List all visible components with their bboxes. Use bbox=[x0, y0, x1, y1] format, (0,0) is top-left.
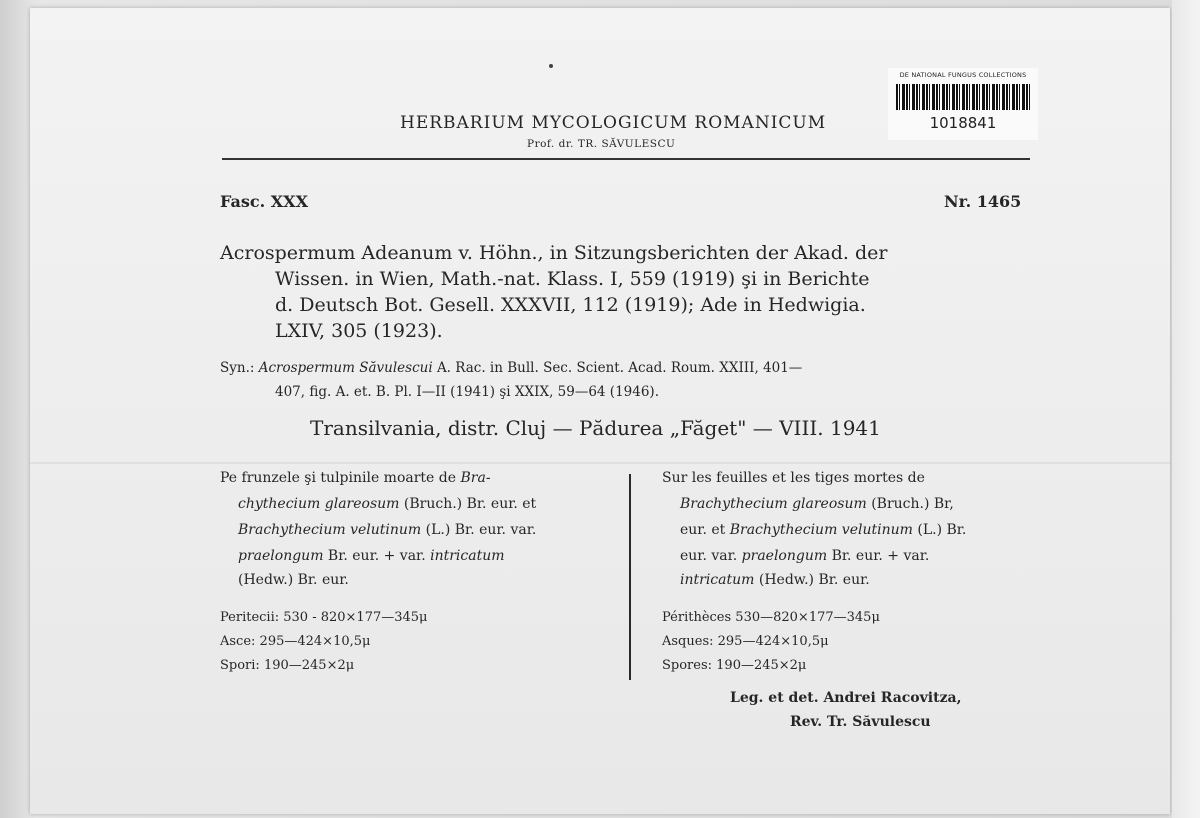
column-divider bbox=[629, 474, 631, 680]
right-text-line-4 bbox=[680, 548, 929, 564]
right-text-segment: eur. et bbox=[680, 522, 730, 538]
right-text-line-2 bbox=[680, 496, 954, 512]
left-text-segment: (Bruch.) Br. eur. et bbox=[399, 496, 537, 512]
herbarium-title: HERBARIUM MYCOLOGICUM ROMANICUM bbox=[400, 113, 827, 133]
right-spores-measure: Spores: 190—245×2μ bbox=[662, 658, 807, 673]
left-text-line-4 bbox=[238, 548, 505, 564]
left-text-line-1 bbox=[220, 470, 491, 486]
right-asci-measure: Asques: 295—424×10,5μ bbox=[662, 634, 829, 649]
right-text-line-5 bbox=[680, 572, 870, 588]
barcode-caption: DE NATIONAL FUNGUS COLLECTIONS bbox=[899, 71, 1027, 79]
synonym-citation: A. Rac. in Bull. Sec. Scient. Acad. Roum. XXIII, 401— bbox=[436, 360, 803, 376]
reference-line-3: d. Deutsch Bot. Gesell. XXXVII, 112 (1919); Ade in Hedwigia. bbox=[275, 294, 866, 316]
synonym-label: Syn.: bbox=[220, 360, 255, 376]
right-text-variety: praelongum bbox=[741, 548, 828, 564]
left-text-variety: intricatum bbox=[430, 548, 505, 564]
sheet-edge bbox=[1172, 0, 1200, 818]
right-text-variety: intricatum bbox=[680, 572, 755, 588]
right-text-species: Brachythecium velutinum bbox=[729, 522, 913, 538]
locality: Transilvania, distr. Cluj — Pădurea „Făget" — VIII. 1941 bbox=[310, 416, 881, 440]
right-text-segment: (Hedw.) Br. eur. bbox=[754, 572, 870, 588]
left-text-species: Bra- bbox=[460, 470, 491, 486]
barcode bbox=[896, 84, 1030, 110]
reference-line-2: Wissen. in Wien, Math.-nat. Klass. I, 559 (1919) şi in Berichte bbox=[275, 268, 870, 290]
reference-line-1: Acrospermum Adeanum v. Höhn., in Sitzungsberichten der Akad. der bbox=[220, 242, 888, 264]
left-spores-measure: Spori: 190—245×2μ bbox=[220, 658, 355, 673]
left-text-species: Brachythecium velutinum bbox=[238, 522, 422, 538]
barcode-number: 1018841 bbox=[929, 114, 997, 132]
fascicle: Fasc. XXX bbox=[220, 192, 308, 211]
barcode-label bbox=[888, 68, 1038, 140]
synonym-name: Acrospermum Săvulescui bbox=[258, 360, 433, 376]
right-text-line-3 bbox=[680, 522, 966, 538]
right-perithecia-measure: Périthèces 530—820×177—345μ bbox=[662, 610, 880, 625]
synonym-line-1 bbox=[220, 360, 802, 376]
reference-line-4: LXIV, 305 (1923). bbox=[275, 320, 443, 342]
right-text-segment: Br. eur. + var. bbox=[827, 548, 930, 564]
right-text-line-1: Sur les feuilles et les tiges mortes de bbox=[662, 470, 925, 486]
left-text-species: chythecium glareosum bbox=[238, 496, 400, 512]
right-text-segment: eur. var. bbox=[680, 548, 742, 564]
ink-dot bbox=[549, 64, 553, 68]
left-text-line-2 bbox=[238, 496, 536, 512]
left-text-line-5: (Hedw.) Br. eur. bbox=[238, 572, 349, 588]
left-text-segment: Pe frunzele şi tulpinile moarte de bbox=[220, 470, 461, 486]
left-perithecia-measure: Peritecii: 530 - 820×177—345μ bbox=[220, 610, 428, 625]
header-rule bbox=[222, 158, 1030, 160]
right-text-species: Brachythecium glareosum bbox=[680, 496, 867, 512]
herbarium-subtitle: Prof. dr. TR. SĂVULESCU bbox=[527, 138, 676, 150]
left-text-variety: praelongum bbox=[238, 548, 324, 564]
left-text-segment: (L.) Br. eur. var. bbox=[421, 522, 537, 538]
left-asci-measure: Asce: 295—424×10,5μ bbox=[220, 634, 371, 649]
left-text-segment: Br. eur. + var. bbox=[323, 548, 431, 564]
reviewer-line: Rev. Tr. Săvulescu bbox=[790, 714, 931, 730]
collector-line: Leg. et det. Andrei Racovitza, bbox=[730, 690, 962, 706]
right-text-segment: (Bruch.) Br, bbox=[866, 496, 954, 512]
paper-fold bbox=[30, 462, 1170, 464]
right-text-segment: (L.) Br. bbox=[912, 522, 967, 538]
specimen-number: Nr. 1465 bbox=[944, 192, 1022, 211]
left-text-line-3 bbox=[238, 522, 536, 538]
synonym-line-2: 407, fig. A. et. B. Pl. I—II (1941) şi XXIX, 59—64 (1946). bbox=[275, 384, 659, 400]
